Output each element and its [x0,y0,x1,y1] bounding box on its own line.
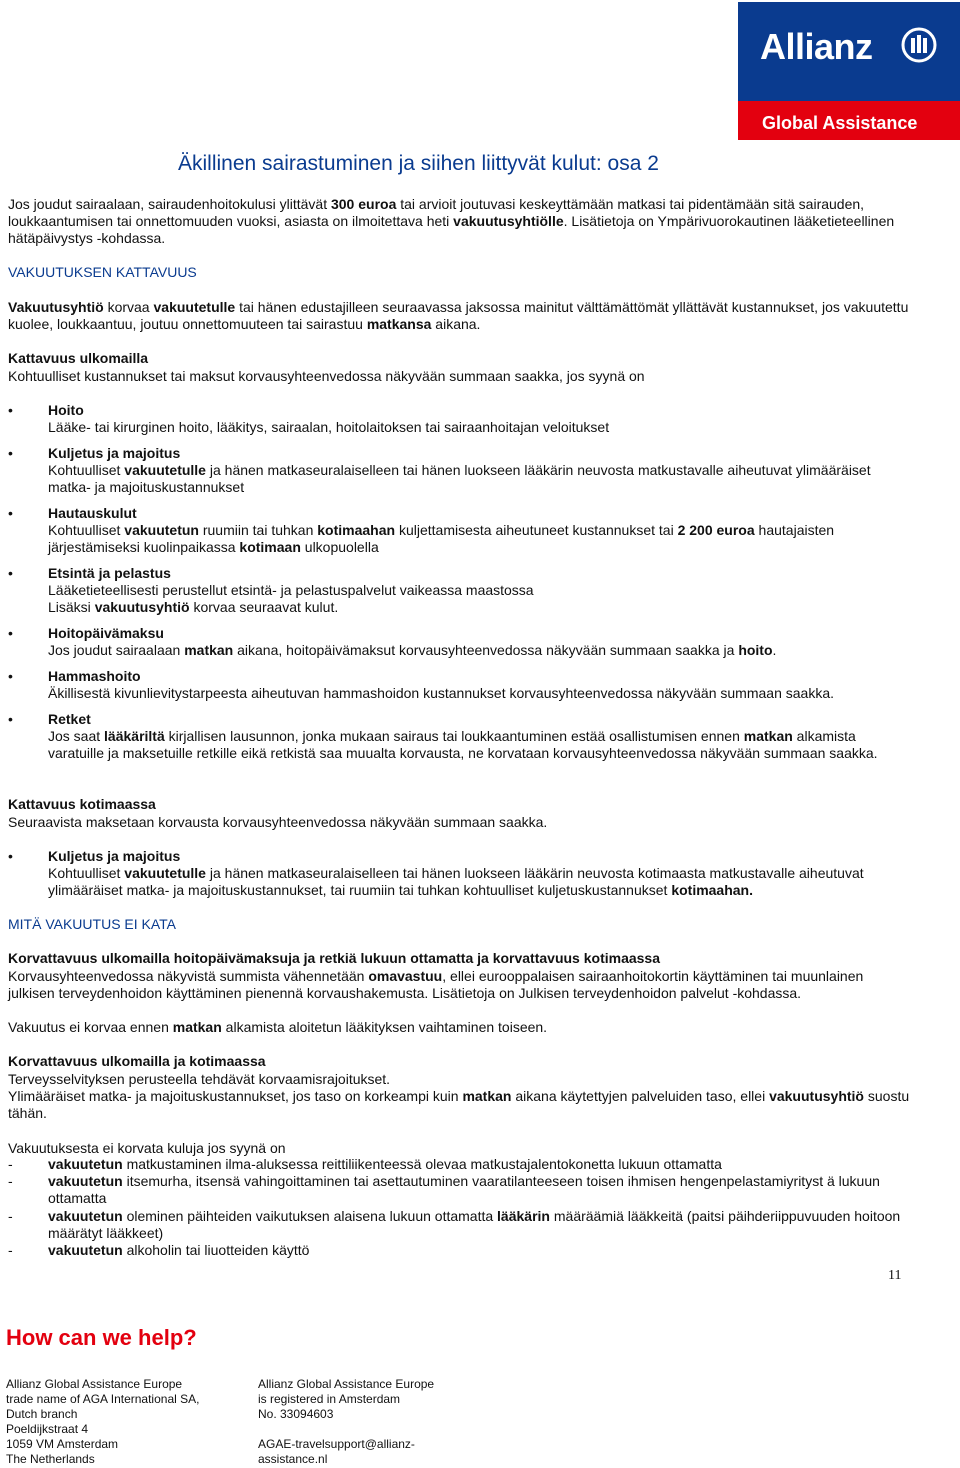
emphasis-text: omavastuu [368,968,443,984]
bullet-dot: • [8,445,13,461]
footer-line: Allianz Global Assistance Europe [6,1377,183,1391]
footer-line: 1059 VM Amsterdam [6,1437,119,1451]
emphasis-text: vakuutusyhtiö [769,1088,864,1104]
footer-line: trade name of AGA International SA, [6,1392,200,1406]
exclusion-text [48,1156,908,1173]
logo-brand: Allianz [760,26,873,67]
bullet-content [48,402,908,436]
text-run: hautajaisten järjestämiseksi kuolinpaikassa [48,522,835,555]
allianz-eagle-icon [900,26,938,64]
emphasis-text: vakuutetulle [124,865,206,881]
emphasis-text: vakuutetun [48,1208,123,1224]
exclusions-sub1-heading: Korvattavuus ulkomailla hoitopäivämaksuja ja retkiä lukuun ottamatta ja korvattavuus kotimaassa [8,950,660,966]
emphasis-text: vakuutetun [48,1242,123,1258]
emphasis-text: vakuutetun [48,1173,123,1189]
logo-sub: Global Assistance [762,113,918,133]
footer-line: Poeldijkstraat 4 [6,1422,89,1436]
bullet-content [48,625,908,659]
text-run: ulkopuolella [300,539,379,555]
exclusions-intro: Vakuutuksesta ei korvata kuluja jos syynä on [8,1140,286,1156]
bullet-dot: • [8,625,13,641]
emphasis-text: vakuutetulle [124,462,206,478]
text-run: alkamista varatuille ja maksetuille retkille eikä retkistä saa muualta korvausta, ne korvataan korvausyhteenvedossa näkyvään summaan saakka. [48,728,878,761]
text-run: Lisäksi [48,599,95,615]
dash-marker: - [8,1156,13,1172]
home-heading: Kattavuus kotimaassa [8,796,156,812]
emphasis-text: kotimaahan [317,522,396,538]
exclusions-sub2-text2 [8,1088,913,1122]
text-run: ja hänen matkaseuralaiselleen tai hänen luokseen lääkärin neuvosta matkustavalle aiheutuvat ylimääräiset matka- ja majoituskustannukset [48,462,871,495]
abroad-heading: Kattavuus ulkomailla [8,350,149,366]
text-run: Jos saat [48,728,105,744]
dash-marker: - [8,1208,13,1224]
text-run: Lääketieteellisesti perustellut etsintä- ja pelastuspalvelut vaikeassa maastossa [48,582,534,598]
emphasis-text: lääkäriltä [104,728,165,744]
emphasis-text: matkan [462,1088,512,1104]
exclusion-text [48,1208,908,1242]
emphasis-text: matkan [743,728,793,744]
text-run: Kohtuulliset [48,462,125,478]
bullet-dot: • [8,668,13,684]
bullet-content [48,565,908,616]
bullet-dot: • [8,565,13,581]
text-run: . [772,642,777,658]
bullet-title: Retket [48,711,91,727]
exclusion-text [48,1242,908,1259]
intro-paragraph: Jos joudut sairaalaan, sairaudenhoitokulusi ylittävät 300 euroa tai arvioit joutuvasi keskeyttämään matkasi tai pidentämään sitä sairauden, loukkaantumisen tai onnettomuuden vuoksi, asiasta on ilmoitettava heti vakuutusyhtiölle. Lisätietoja on Ympärivuorokautinen lääketieteellinen hätäpäivystys -kohdassa. [8,196,895,246]
emphasis-text: kotimaan [239,539,301,555]
text-run: suostu tähän. [8,1088,910,1121]
bullet-title: Etsintä ja pelastus [48,565,171,581]
emphasis-text: vakuutusyhtiö [94,599,190,615]
exclusions-sub1-text [8,968,913,1002]
exclusions-sub2-heading: Korvattavuus ulkomailla ja kotimaassa [8,1053,266,1069]
emphasis-text: vakuutetun [48,1156,123,1172]
bullet-title: Kuljetus ja majoitus [48,848,181,864]
text-run: alkoholin tai liuotteiden käyttö [122,1242,310,1258]
footer-col-2 [258,1377,434,1467]
footer-line: Dutch branch [6,1407,78,1421]
footer-line: Allianz Global Assistance Europe [258,1377,435,1391]
bullet-content [48,668,908,702]
page-title: Äkillinen sairastuminen ja siihen liittyvät kulut: osa 2 [178,152,659,175]
bullet-title: Hammashoito [48,668,141,684]
emphasis-text: kotimaahan. [671,882,754,898]
coverage-paragraph: Vakuutusyhtiö korvaa vakuutetulle tai hänen edustajilleen seuraavassa jaksossa mainitut välttämättömät yllättävät kustannukset, jos vakuutettu kuolee, loukkaantuu, joutuu onnettomuuteen tai sairastuu matkansa aikana. [8,299,909,332]
bullet-title: Hautauskulut [48,505,137,521]
home-text: Seuraavista maksetaan korvausta korvausyhteenvedossa näkyvään summaan saakka. [8,814,548,830]
abroad-text: Kohtuulliset kustannukset tai maksut korvausyhteenvedossa näkyvään summaan saakka, jos syynä on [8,368,645,384]
text-run: Ylimääräiset matka- ja majoituskustannukset, jos taso on korkeampi kuin [8,1088,463,1104]
bullet-title: Hoito [48,402,84,418]
text-run: Vakuutus ei korvaa ennen [8,1019,173,1035]
section-heading-exclusions: MITÄ VAKUUTUS EI KATA [8,916,177,932]
help-slogan: How can we help? [6,1325,197,1350]
bullet-content [48,711,908,762]
bullet-content [48,505,908,556]
footer-line: is registered in Amsterdam [258,1392,401,1406]
bullet-title: Kuljetus ja majoitus [48,445,181,461]
bullet-title: Hoitopäivämaksu [48,625,164,641]
text-run: Lääke- tai kirurginen hoito, lääkitys, sairaalan, hoitolaitoksen tai sairaanhoitajan veloitukset [48,419,610,435]
text-run: Kohtuulliset [48,522,125,538]
text-run: Äkillisestä kivunlievitystarpeesta aiheutuvan hammashoidon kustannukset korvausyhteenvedossa näkyvään summaan saakka. [48,685,834,701]
text-run: itsemurha, itsensä vahingoittaminen tai asettautuminen vaaratilanteeseen toisen ihmisen hengenpelastamiyrityst ä lukuun ottamatta [48,1173,880,1206]
emphasis-text: vakuutetun [124,522,199,538]
emphasis-text: lääkärin [497,1208,550,1224]
bullet-dot: • [8,402,13,418]
bullet-dot: • [8,505,13,521]
text-run: , ellei eurooppalaisen sairaanhoitokortin käyttäminen tai muunlainen julkisen terveydenhoidon käyttäminen pienennä korvaushakemusta. Lisätietoja on Julkisen terveydenhoidon palvelut -kohdassa. [8,968,864,1001]
text-run: määräämiä lääkkeitä (paitsi päihderiippuvuuden hoitoon määrätyt lääkkeet) [48,1208,901,1241]
emphasis-text: matkan [184,642,234,658]
section-heading-coverage: VAKUUTUKSEN KATTAVUUS [8,264,197,280]
bullet-dot: • [8,848,13,864]
footer-col-1 [6,1377,199,1467]
exclusions-sub1-text2 [8,1019,913,1036]
text-run: matkustaminen ilma-aluksessa reittiliikenteessä olevaa matkustajalentokonetta lukuun ottamatta [122,1156,722,1172]
text-run: oleminen päihteiden vaikutuksen alaisena lukuun ottamatta [122,1208,498,1224]
emphasis-text: hoito [738,642,773,658]
footer-line: No. 33094603 [258,1407,334,1421]
text-run: Kohtuulliset [48,865,125,881]
text-run: Jos joudut sairaalaan [48,642,185,658]
bullet-content [48,848,908,899]
dash-marker: - [8,1173,13,1189]
bullet-content [48,445,908,496]
exclusion-text [48,1173,908,1207]
footer-line [258,1422,434,1437]
dash-marker: - [8,1242,13,1258]
text-run: aikana, hoitopäivämaksut korvausyhteenvedossa näkyvään summaan saakka ja [233,642,739,658]
emphasis-text: 2 200 euroa [677,522,755,538]
text-run: ja hänen matkaseuralaiselleen tai hänen luokseen lääkärin neuvosta kotimaasta matkustavalle aiheutuvat ylimääräiset matka- ja majoituskustannukset, tai ruumiin tai tuhkan kohtuulliset kuljetuskustannukset [48,865,864,898]
text-run: kirjallisen lausunnon, jonka mukaan sairaus tai loukkaantuminen estää osallistumisen ennen [164,728,744,744]
exclusions-sub2-text: Terveysselvityksen perusteella tehdävät korvaamisrajoitukset. [8,1071,391,1087]
text-run: alkamista aloitetun lääkityksen vaihtaminen toiseen. [221,1019,548,1035]
text-run: Korvausyhteenvedossa näkyvistä summista vähennetään [8,968,369,984]
footer-line: AGAE-travelsupport@allianz- [258,1437,415,1451]
bullet-dot: • [8,711,13,727]
footer-line: assistance.nl [258,1452,328,1466]
text-run: aikana käytettyjen palveluiden taso, ellei [511,1088,770,1104]
text-run: kuljettamisesta aiheutuneet kustannukset tai [395,522,678,538]
text-run: ruumiin tai tuhkan [198,522,318,538]
text-run: korvaa seuraavat kulut. [189,599,339,615]
page-number: 11 [888,1268,902,1283]
footer-line: The Netherlands [6,1452,95,1466]
emphasis-text: matkan [172,1019,222,1035]
